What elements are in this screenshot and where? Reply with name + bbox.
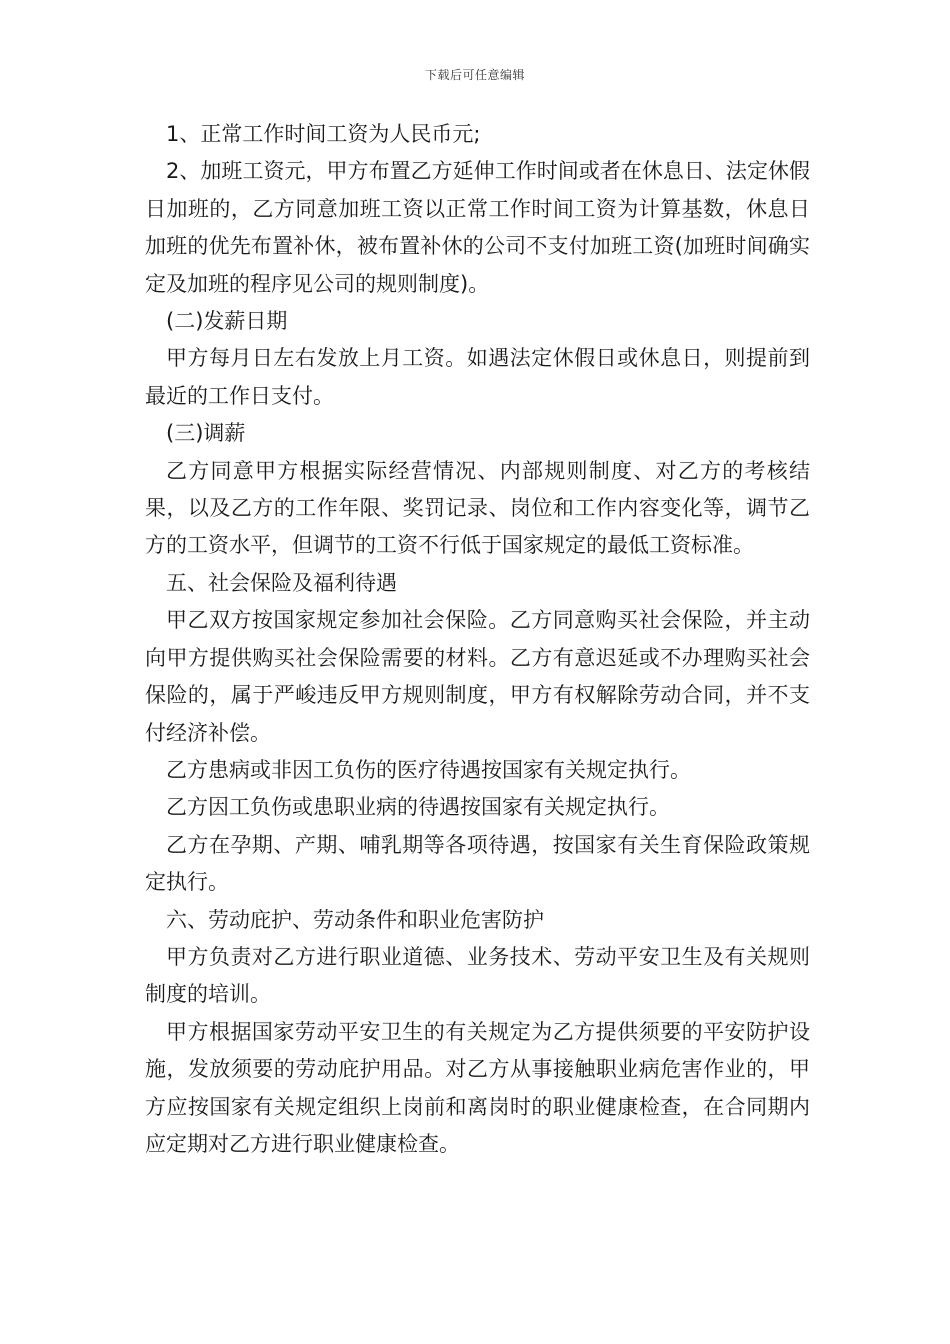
paragraph-work-injury: 乙方因工负伤或患职业病的待遇按国家有关规定执行。 [166, 795, 670, 820]
paragraph-maternity: 乙方在孕期、产期、哺乳期等各项待遇，按国家有关生育保险政策规定执行。 [145, 832, 810, 895]
paragraph-training: 甲方负责对乙方进行职业道德、业务技术、劳动平安卫生及有关规则制度的培训。 [145, 944, 810, 1007]
paragraph-salary-adjustment: 乙方同意甲方根据实际经营情况、内部规则制度、对乙方的考核结果，以及乙方的工作年限、奖罚记录、岗位和工作内容变化等，调节乙方的工资水平，但调节的工资不行低于国家规定的最低工资标准。 [145, 458, 810, 558]
section-heading-salary-adjustment: (三)调薪 [166, 421, 246, 446]
paragraph-overtime-wage: 2、加班工资元，甲方布置乙方延伸工作时间或者在休息日、法定休假日加班的，乙方同意加班工资以正常工作时间工资为计算基数，休息日加班的优先布置补休，被布置补休的公司不支付加班工资(加班时间确实定及加班的程序见公司的规则制度)。 [145, 159, 810, 296]
paragraph-regular-wage: 1、正常工作时间工资为人民币元; [166, 122, 481, 146]
section-heading-social-insurance: 五、社会保险及福利待遇 [166, 570, 397, 595]
page-header: 下载后可任意编辑 [424, 68, 525, 82]
paragraph-safety-facilities: 甲方根据国家劳动平安卫生的有关规定为乙方提供须要的平安防护设施，发放须要的劳动庇护用品。对乙方从事接触职业病危害作业的，甲方应按国家有关规定组织上岗前和离岗时的职业健康检查，在合同期内应定期对乙方进行职业健康检查。 [145, 1019, 810, 1156]
paragraph-social-insurance: 甲乙双方按国家规定参加社会保险。乙方同意购买社会保险，并主动向甲方提供购买社会保险需要的材料。乙方有意迟延或不办理购买社会保险的，属于严峻违反甲方规则制度，甲方有权解除劳动合同，并不支付经济补偿。 [145, 608, 810, 745]
paragraph-illness-treatment: 乙方患病或非因工负伤的医疗待遇按国家有关规定执行。 [166, 757, 691, 782]
document-body [145, 116, 810, 1163]
section-heading-pay-date: (二)发薪日期 [166, 309, 288, 334]
section-heading-labor-protection: 六、劳动庇护、劳动条件和职业危害防护 [166, 907, 544, 932]
paragraph-pay-date: 甲方每月日左右发放上月工资。如遇法定休假日或休息日，则提前到最近的工作日支付。 [145, 346, 810, 408]
